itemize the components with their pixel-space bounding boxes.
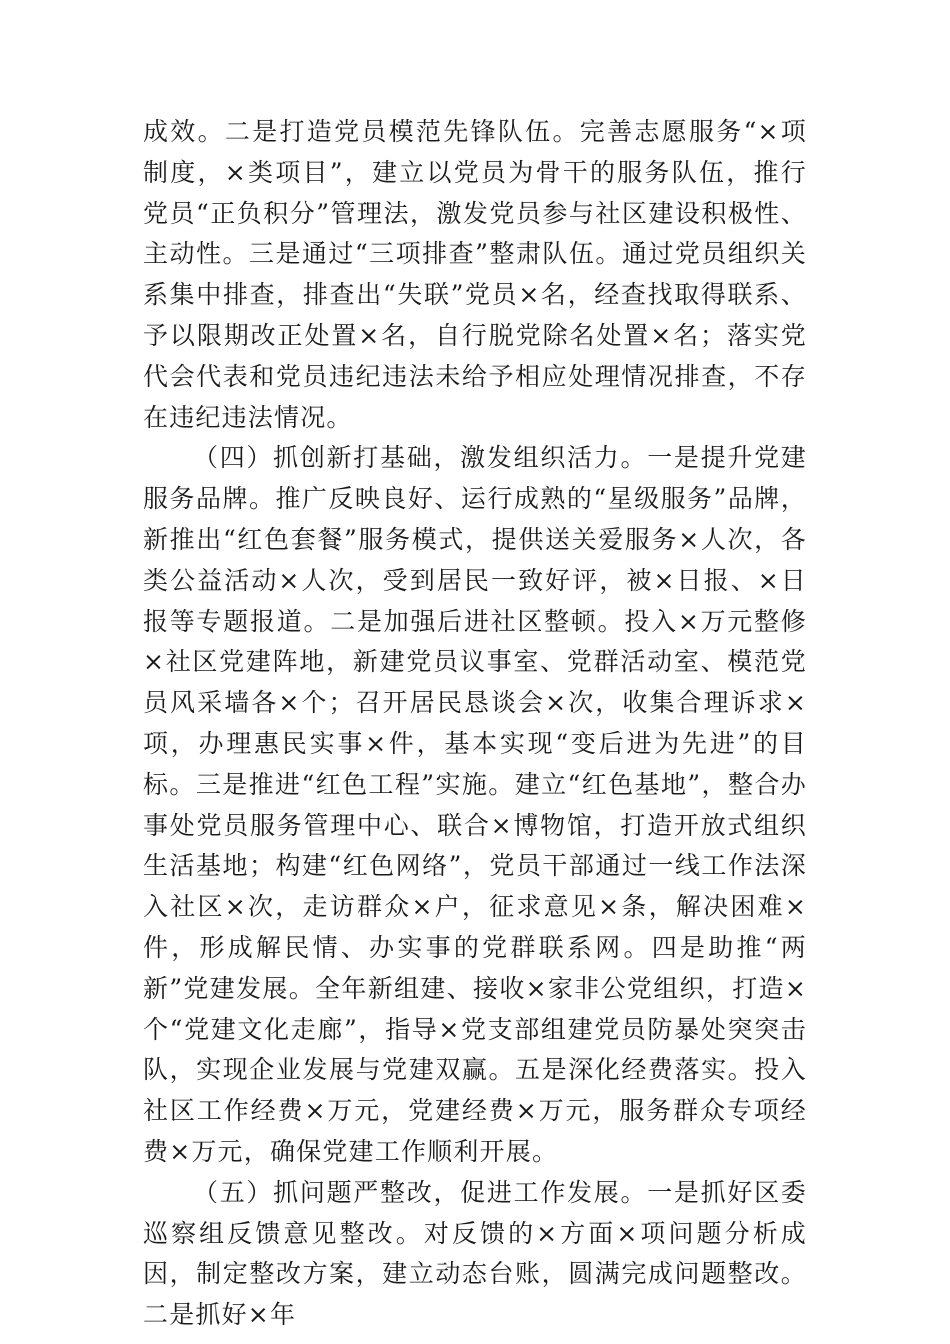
paragraph-section-four: （四）抓创新打基础，激发组织活力。一是提升党建服务品牌。推广反映良好、运行成熟的“星级服务”品牌，新推出“红色套餐”服务模式，提供送关爱服务×人次，各类公益活动×人次，受到居民一致好评，被×日报、×日报等专题报道。二是加强后进社区整顿。投入×万元整修×社区党建阵地，新建党员议事室、党群活动室、模范党员风采墙各×个；召开居民恳谈会×次，收集合理诉求×项，办理惠民实事×件，基本实现“变后进为先进”的目标。三是推进“红色工程”实施。建立“红色基地”，整合办事处党员服务管理中心、联合×博物馆，打造开放式组织生活基地；构建“红色网络”，党员干部通过一线工作法深入社区×次，走访群众×户，征求意见×条，解决困难×件，形成解民情、办实事的党群联系网。四是助推“两新”党建发展。全年新组建、接收×家非公党组织，打造×个“党建文化走廊”，指导×党支部组建党员防暴处突突击队，实现企业发展与党建双赢。五是深化经费落实。投入社区工作经费×万元，党建经费×万元，服务群众专项经费×万元，确保党建工作顺利开展。: [143, 443, 808, 1166]
paragraph-section-five: （五）抓问题严整改，促进工作发展。一是抓好区委巡察组反馈意见整改。对反馈的×方面×项问题分析成因，制定整改方案，建立动态台账，圆满完成问题整改。二是抓好×年: [143, 1177, 807, 1330]
document-body: [143, 112, 807, 1336]
paragraph-continuation: 成效。二是打造党员模范先锋队伍。完善志愿服务“×项制度，×类项目”，建立以党员为骨干的服务队伍，推行党员“正负积分”管理法，激发党员参与社区建设积极性、主动性。三是通过“三项排查”整肃队伍。通过党员组织关系集中排查，排查出“失联”党员×名，经查找取得联系、予以限期改正处置×名，自行脱党除名处置×名；落实党代会代表和党员违纪违法未给予相应处理情况排查，不存在违纪违法情况。: [143, 117, 807, 432]
